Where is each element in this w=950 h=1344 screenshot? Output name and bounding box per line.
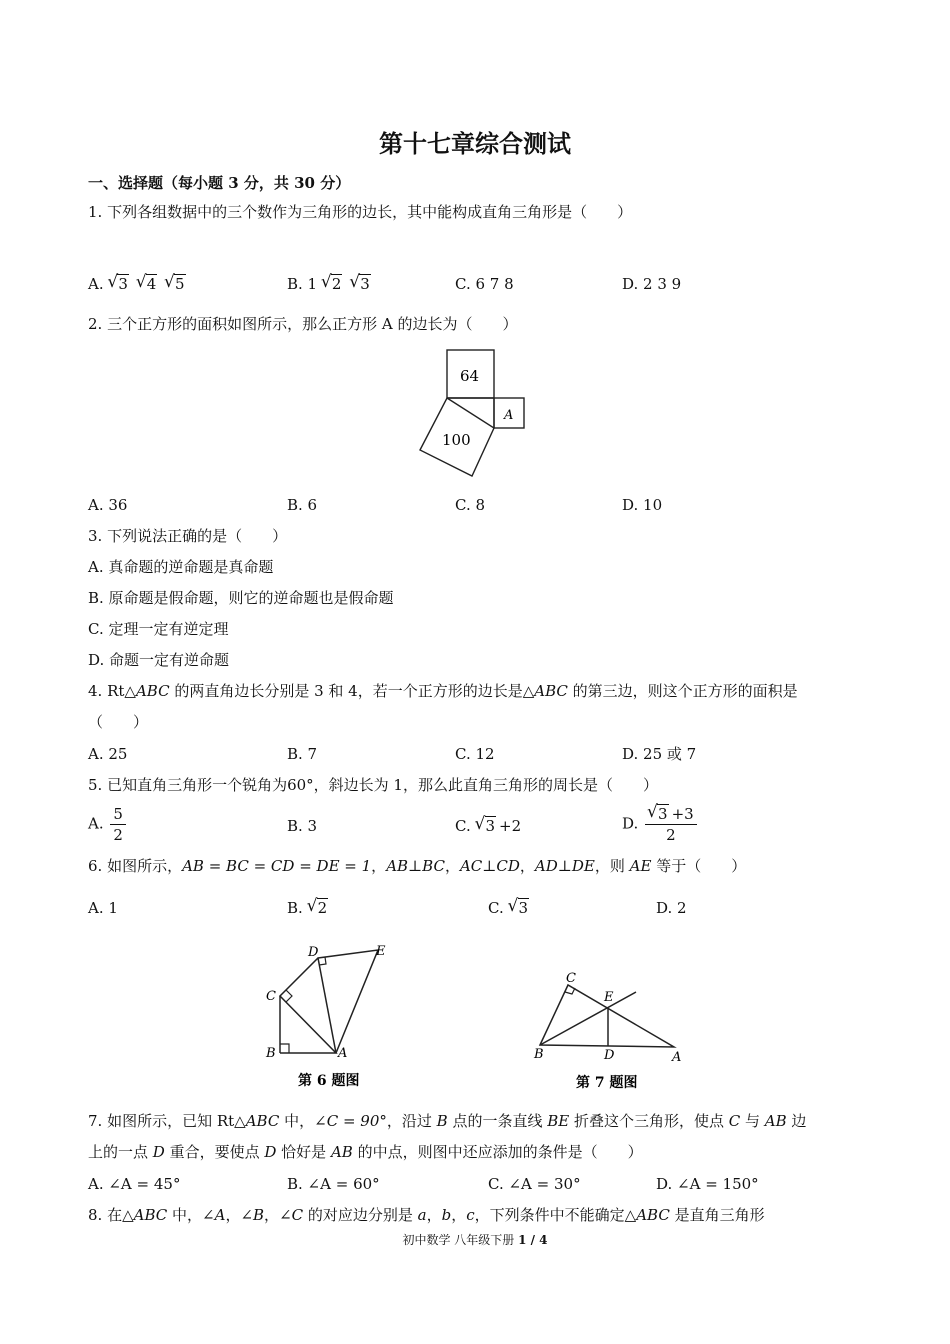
- question-4-stem: [88, 681, 798, 701]
- point-d: D: [152, 1143, 165, 1161]
- question-2-stem: 2. 三个正方形的面积如图所示，那么正方形 A 的边长为（ ）: [88, 315, 518, 333]
- q6-option-d: D. 2: [656, 899, 687, 917]
- q8-text: 是直角三角形: [669, 1206, 765, 1224]
- label-64: 64: [460, 367, 480, 385]
- fig6-label-c: C: [266, 989, 276, 1004]
- fig6-label-b: B: [266, 1046, 276, 1061]
- q7-option-c: C. ∠A = 30°: [488, 1175, 581, 1193]
- q8-text: 8. 在△: [88, 1206, 134, 1224]
- segment-ab: AB: [764, 1112, 787, 1130]
- q3-option-d: D. 命题一定有逆命题: [88, 651, 230, 669]
- equation: AC⊥CD: [459, 857, 520, 875]
- q5-option-d: [622, 804, 699, 845]
- sqrt-3: √ 3: [108, 274, 129, 294]
- q2-squares-figure: [412, 344, 532, 484]
- q7-option-a: A. ∠A = 45°: [88, 1175, 181, 1193]
- q4-option-c: C. 12: [455, 745, 495, 763]
- fig6-label-a: A: [338, 1046, 348, 1061]
- figure-6: [258, 940, 408, 1092]
- q7-option-b: B. ∠A = 60°: [287, 1175, 380, 1193]
- figure-7: [528, 966, 696, 1092]
- sqrt-3: √ 3: [476, 816, 497, 836]
- question-7-stem-line2: [88, 1142, 643, 1162]
- q7-text: 与: [740, 1112, 765, 1130]
- question-5-stem: 5. 已知直角三角形一个锐角为60°，斜边长为 1，那么此直角三角形的周长是（ ）: [88, 776, 658, 794]
- q7-text: 上的一点: [88, 1143, 153, 1161]
- fig6-caption: 第 6 题图: [298, 1073, 360, 1089]
- q6-text: 等于（ ）: [651, 857, 747, 875]
- fig7-label-d: D: [604, 1048, 615, 1063]
- point-d: D: [264, 1143, 277, 1161]
- q2-option-d: D. 10: [622, 496, 663, 514]
- q4-text: 4. Rt△: [88, 682, 136, 700]
- triangle-name: ABC: [133, 1206, 168, 1224]
- q2-option-c: C. 8: [455, 496, 486, 514]
- fig6-label-d: D: [308, 945, 319, 960]
- side-c: c: [466, 1206, 475, 1224]
- equation: AB = BC = CD = DE = 1: [182, 857, 372, 875]
- option-label: C.: [488, 899, 504, 917]
- triangle-name: ABC: [534, 682, 568, 700]
- page-footer: [0, 1231, 950, 1248]
- point-b: B: [436, 1112, 448, 1130]
- q7-text: 恰好是: [276, 1143, 331, 1161]
- option-tail: +2: [499, 817, 522, 835]
- option-label: B. 1: [287, 275, 318, 293]
- q3-option-b: B. 原命题是假命题，则它的逆命题也是假命题: [88, 589, 394, 607]
- q6-text: ，则: [594, 857, 630, 875]
- triangle-name: ABC: [245, 1112, 280, 1130]
- q7-text: ，沿过: [386, 1112, 437, 1130]
- point-c: C: [728, 1112, 741, 1130]
- q4-option-a: A. 25: [88, 745, 128, 763]
- q8-text: ，下列条件中不能确定△: [474, 1206, 637, 1224]
- option-label: B.: [287, 899, 303, 917]
- triangle-name: ABC: [636, 1206, 670, 1224]
- q4-option-b: B. 7: [287, 745, 318, 763]
- page-title: 第十七章综合测试: [379, 129, 571, 158]
- q7-text: 7. 如图所示，已知 Rt△: [88, 1112, 246, 1130]
- q6-option-c: [488, 898, 532, 918]
- q7-text: 边: [786, 1112, 807, 1130]
- question-6-stem: 6. 如图所示，AB = BC = CD = DE = 1，AB⊥BC，AC⊥CD，AD⊥DE，则 AE 等于（ ）: [88, 857, 747, 875]
- question-8-stem: 8. 在△ABC 中，∠A，∠B，∠C 的对应边分别是 a，b，c，下列条件中不能确定△ABC 是直角三角形: [88, 1206, 765, 1224]
- q6-option-b: [287, 898, 331, 918]
- segment-be-extended: [540, 992, 636, 1045]
- fraction: $\frac{5}{2}$: [110, 804, 126, 845]
- q5-option-c: [455, 816, 521, 836]
- side-b: b: [441, 1206, 452, 1224]
- equation: AB⊥BC: [386, 857, 445, 875]
- fig6-label-e: E: [376, 944, 386, 959]
- sqrt-5: √ 5: [165, 274, 186, 294]
- q6-text: 6. 如图所示，: [88, 857, 183, 875]
- q7-text: 折叠这个三角形，使点: [569, 1112, 729, 1130]
- fig7-label-e: E: [604, 990, 614, 1005]
- question-7-stem-line1: [88, 1111, 806, 1131]
- q8-text: 中，: [167, 1206, 203, 1224]
- fig7-caption: 第 7 题图: [576, 1075, 638, 1091]
- section-heading: 一、选择题（每小题 3 分，共 30 分）: [88, 174, 351, 192]
- q7-text: 点的一条直线: [447, 1112, 548, 1130]
- sqrt-4: √ 4: [137, 274, 158, 294]
- q1-option-b: [287, 274, 374, 294]
- question-3-stem: 3. 下列说法正确的是（ ）: [88, 527, 288, 545]
- q1-option-a: [88, 274, 189, 294]
- option-label: C.: [455, 817, 471, 835]
- q5-option-b: B. 3: [287, 817, 318, 835]
- q2-option-a: A. 36: [88, 496, 128, 514]
- sqrt-3: √ 3: [509, 898, 530, 918]
- side-a: a: [417, 1206, 427, 1224]
- label-a: A: [504, 408, 514, 423]
- triangle-name: ABC: [135, 682, 170, 700]
- q3-option-a: A. 真命题的逆命题是真命题: [88, 558, 274, 576]
- sqrt-3: √ 3: [350, 274, 371, 294]
- fig6-polygon: [280, 950, 378, 1053]
- angle-b: ∠B: [240, 1206, 265, 1224]
- option-label: A.: [88, 275, 104, 293]
- question-4-stem-line2: （ ）: [88, 713, 149, 731]
- angle-c: ∠C: [279, 1206, 304, 1224]
- q1-option-d: D. 2 3 9: [622, 275, 682, 293]
- q4-text: 的两直角边长分别是 3 和 4，若一个正方形的边长是△: [169, 682, 535, 700]
- q4-text: 的第三边，则这个正方形的面积是: [567, 682, 798, 700]
- page-number: 1 / 4: [518, 1233, 548, 1247]
- sqrt-2: √ 2: [322, 274, 343, 294]
- sqrt-3: √ 3: [648, 804, 669, 824]
- q2-option-b: B. 6: [287, 496, 318, 514]
- q6-option-a: A. 1: [88, 899, 118, 917]
- segment-ad: [318, 958, 336, 1053]
- fig7-label-c: C: [566, 971, 576, 986]
- segment-ab: AB: [330, 1143, 353, 1161]
- fig7-label-a: A: [672, 1050, 682, 1065]
- segment-ae: AE: [629, 857, 652, 875]
- equation: AD⊥DE: [534, 857, 595, 875]
- q7-text: 的中点，则图中还应添加的条件是（ ）: [352, 1143, 643, 1161]
- sqrt-2: √ 2: [308, 898, 329, 918]
- q7-option-d: D. ∠A = 150°: [656, 1175, 759, 1193]
- label-100: 100: [442, 431, 471, 449]
- q4-option-d: D. 25 或 7: [622, 745, 697, 763]
- angle-c: ∠C = 90°: [314, 1112, 387, 1130]
- line-be: BE: [547, 1112, 570, 1130]
- angle-a: ∠A: [202, 1206, 226, 1224]
- q7-text: 中，: [279, 1112, 315, 1130]
- q5-option-a: [88, 804, 128, 845]
- q3-option-c: C. 定理一定有逆定理: [88, 620, 229, 638]
- option-label: A.: [88, 814, 104, 833]
- q8-text: 的对应边分别是: [303, 1206, 418, 1224]
- q1-option-c: C. 6 7 8: [455, 275, 514, 293]
- option-label: D.: [622, 814, 639, 833]
- question-1-stem: 1. 下列各组数据中的三个数作为三角形的边长，其中能构成直角三角形是（ ）: [88, 203, 633, 221]
- q7-text: 重合，要使点: [164, 1143, 265, 1161]
- footer-text: 初中数学 八年级下册: [402, 1233, 519, 1247]
- fraction: √ $\frac{3 +3}{2}$: [645, 804, 697, 845]
- fig7-label-b: B: [534, 1047, 544, 1062]
